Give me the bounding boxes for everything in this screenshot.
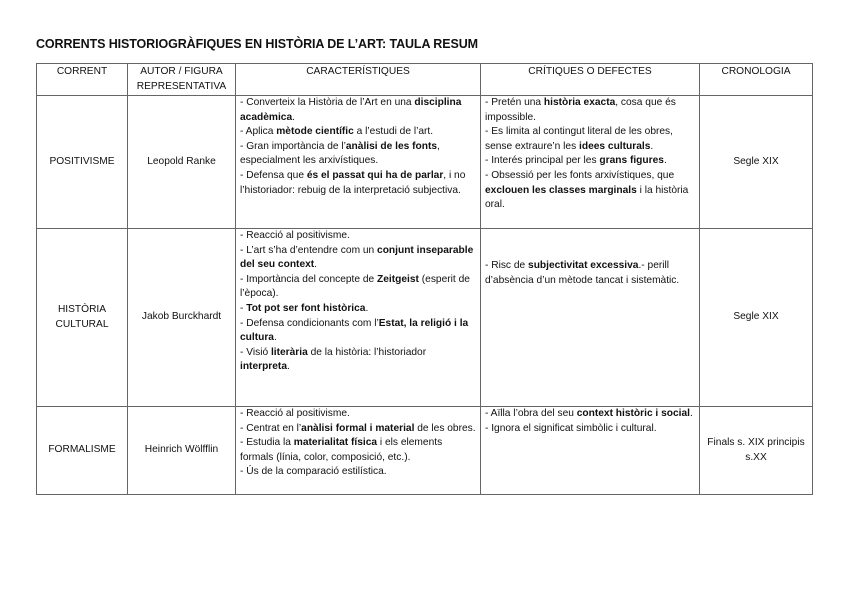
text-segment: . (689, 408, 693, 419)
text-segment: a l’estudi de l’art. (353, 126, 434, 138)
summary-table (36, 63, 813, 495)
bold-text: disciplina acadèmica (240, 97, 462, 123)
header-autor: AUTOR / FIGURA REPRESENTATIVA (128, 64, 236, 96)
bold-text: Tot pot ser font històrica (246, 302, 366, 314)
bullet-item (240, 140, 476, 169)
bullet-item (240, 407, 476, 422)
cell-corrent: HISTÒRIA CULTURAL (37, 229, 128, 407)
text-segment: , especialment les arxivístiques. (240, 140, 440, 167)
text-segment: i els elements formals (línia, color, composició, etc.). (240, 437, 443, 463)
bullet-item (240, 302, 476, 317)
text-segment: . (663, 155, 667, 167)
bold-text: anàlisi formal i material (301, 422, 415, 434)
text-segment: . (365, 302, 369, 314)
bullet-item (485, 154, 695, 169)
bullet-item (240, 436, 476, 465)
cell-autor: Heinrich Wölfflin (128, 407, 236, 495)
bold-text: exclouen les classes marginals (485, 184, 637, 196)
text-segment: - Ús de la comparació estilística. (240, 466, 387, 478)
text-segment: - Importància del concepte de (240, 273, 378, 285)
bold-text: idees culturals (579, 140, 651, 152)
text-segment: de la història: l’historiador (307, 346, 427, 358)
cell-critiques (481, 407, 700, 495)
bold-text: context històric i social (576, 408, 690, 419)
cell-caracteristiques (236, 229, 481, 407)
text-segment: - Defensa que (240, 169, 307, 181)
text-segment: . (314, 259, 318, 271)
bold-text: és el passat qui ha de parlar (306, 169, 444, 181)
cell-critiques (481, 229, 700, 407)
cell-caracteristiques (236, 96, 481, 229)
text-segment: - (240, 302, 247, 314)
text-segment: - Aplica (240, 126, 277, 138)
text-segment: - Reacció al positivisme. (240, 408, 350, 419)
text-segment: i la història oral. (485, 184, 689, 211)
text-segment: - Defensa condicionants com l’ (240, 317, 379, 329)
bold-text: conjunt inseparable del seu context (240, 244, 474, 271)
bullet-item (485, 96, 695, 125)
bold-text: història exacta (543, 97, 616, 108)
text-segment: - Ignora el significat simbòlic i cultural. (485, 422, 657, 434)
text-segment: - Es limita al contingut literal de les obres, sense extraure’n les (485, 126, 673, 152)
bullet-item (240, 422, 476, 437)
header-row (37, 64, 813, 96)
header-corrent: CORRENT (37, 64, 128, 96)
cell-autor: Leopold Ranke (128, 96, 236, 229)
bullet-item (240, 244, 476, 273)
bullet-item (240, 465, 476, 480)
bold-text: Zeitgeist (377, 273, 419, 285)
text-segment: - Interés principal per les (485, 155, 600, 167)
bold-text: materialitat física (293, 437, 378, 449)
cell-caracteristiques (236, 407, 481, 495)
cell-autor: Jakob Burckhardt (128, 229, 236, 407)
table-row (37, 229, 813, 407)
bullet-item (240, 169, 476, 198)
text-segment: (esperit de l’època). (240, 273, 470, 300)
text-segment: de les obres. (414, 422, 476, 434)
cell-cronologia: Finals s. XIX principis s.XX (700, 407, 813, 495)
text-segment: - Obsessió per les fonts arxivístiques, que (485, 169, 675, 181)
header-cronologia: CRONOLOGIA (700, 64, 813, 96)
header-caracteristiques: CARACTERÍSTIQUES (236, 64, 481, 96)
cell-corrent: POSITIVISME (37, 96, 128, 229)
cell-cronologia: Segle XIX (700, 229, 813, 407)
text-segment: .- perill d’absència d’un mètode tancat i sistemàtic. (485, 260, 680, 286)
text-segment: - Reacció al positivisme. (240, 230, 350, 241)
text-segment: , cosa que és impossible. (485, 97, 676, 123)
text-segment: - Risc de (485, 260, 529, 271)
text-segment: , i no l’historiador: rebuig de la interpretació subjectiva. (240, 169, 466, 196)
bold-text: subjectivitat excessiva (528, 260, 639, 271)
text-segment: - Gran importància de l’ (240, 140, 346, 152)
text-segment: . (287, 361, 290, 373)
text-segment: - Converteix la Història de l’Art en una (240, 97, 415, 108)
text-segment: . (650, 140, 654, 152)
text-segment: - Centrat en l’ (240, 422, 302, 434)
bullet-item (240, 96, 476, 125)
bullet-item (485, 422, 695, 437)
cell-cronologia: Segle XIX (700, 96, 813, 229)
bullet-item (240, 273, 476, 302)
bullet-item (485, 259, 695, 288)
page-title: CORRENTS HISTORIOGRÀFIQUES EN HISTÒRIA DE L’ART: TAULA RESUM (36, 37, 478, 51)
bold-text: Estat, la religió i la cultura (240, 317, 469, 344)
bullet-item (240, 125, 476, 140)
bold-text: mètode científic (276, 126, 354, 138)
bullet-item (240, 346, 476, 375)
bullet-item (485, 407, 695, 422)
text-segment: - Visió (240, 346, 271, 358)
text-segment: - Estudia la (240, 437, 294, 449)
bullet-item (485, 125, 695, 154)
text-segment: - Pretén una (485, 97, 544, 108)
text-segment: - Aïlla l’obra del seu (485, 408, 577, 419)
text-segment: . (273, 332, 277, 344)
bold-text: anàlisi de les fonts (345, 140, 438, 152)
cell-corrent: FORMALISME (37, 407, 128, 495)
text-segment: - L’art s’ha d’entendre com un (240, 244, 378, 256)
bullet-item (485, 169, 695, 213)
text-segment: . (292, 111, 295, 123)
bold-text: literària (270, 346, 308, 358)
bold-text: interpreta (240, 361, 287, 373)
table-row (37, 407, 813, 495)
bold-text: grans figures (599, 155, 664, 167)
bullet-item (240, 317, 476, 346)
cell-critiques (481, 96, 700, 229)
header-critiques: CRÍTIQUES O DEFECTES (481, 64, 700, 96)
bullet-item (240, 229, 476, 244)
table-row (37, 96, 813, 229)
